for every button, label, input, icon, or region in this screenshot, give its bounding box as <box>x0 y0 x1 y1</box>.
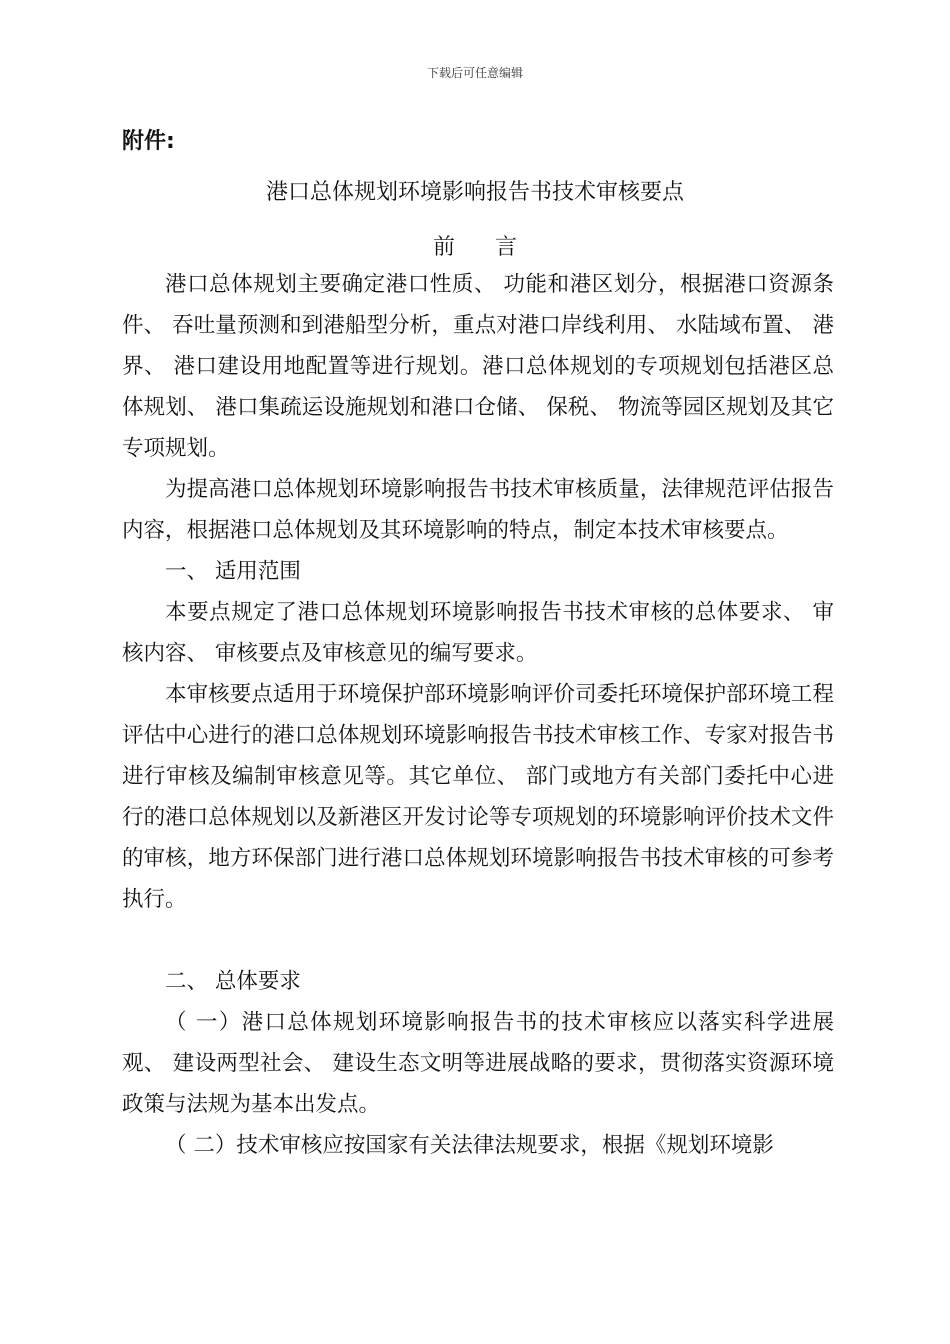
section-heading-general: 二、 总体要求 <box>165 969 301 994</box>
document-title: 港口总体规划环境影响报告书技术审核要点 <box>265 180 684 205</box>
document-body <box>122 264 834 1166</box>
paragraph: 本要点规定了港口总体规划环境影响报告书技术审核的总体要求、 审核内容、 审核要点及审核意见的编写要求。 <box>122 600 834 666</box>
section-heading-scope: 一、 适用范围 <box>165 559 301 584</box>
paragraph: 本审核要点适用于环境保护部环境影响评价司委托环境保护部环境工程评估中心进行的港口总体规划环境影响报告书技术审核工作、专家对报告书进行审核及编制审核意见等。其它单位、 部门或地方有关部门委托中心进行的港口总体规划以及新港区开发讨论等专项规划的环境影响评价技术文件的审核，地方环保部门进行港口总体规划环境影响报告书技术审核的可参考执行。 <box>122 682 834 912</box>
paragraph: 港口总体规划主要确定港口性质、 功能和港区划分，根据港口资源条件、 吞吐量预测和到港船型分析，重点对港口岸线利用、 水陆域布置、 港界、 港口建设用地配置等进行规划。港口总体规划的专项规划包括港区总体规划、 港口集疏运设施规划和港口仓储、 保税、 物流等园区规划及其它专项规划。 <box>122 272 834 461</box>
paragraph: 为提高港口总体规划环境影响报告书技术审核质量，法律规范评估报告内容，根据港口总体规划及其环境影响的特点，制定本技术审核要点。 <box>122 477 834 543</box>
section-title: 前言 <box>432 235 557 260</box>
page-header-note: 下载后可任意编辑 <box>426 66 523 80</box>
paragraph: （ 二）技术审核应按国家有关法律法规要求，根据《规划环境影 <box>165 1133 774 1158</box>
paragraph: （ 一）港口总体规划环境影响报告书的技术审核应以落实科学进展观、 建设两型社会、 建设生态文明等进展战略的要求，贯彻落实资源环境政策与法规为基本出发点。 <box>122 1010 834 1117</box>
annex-label: 附件: <box>122 129 175 154</box>
